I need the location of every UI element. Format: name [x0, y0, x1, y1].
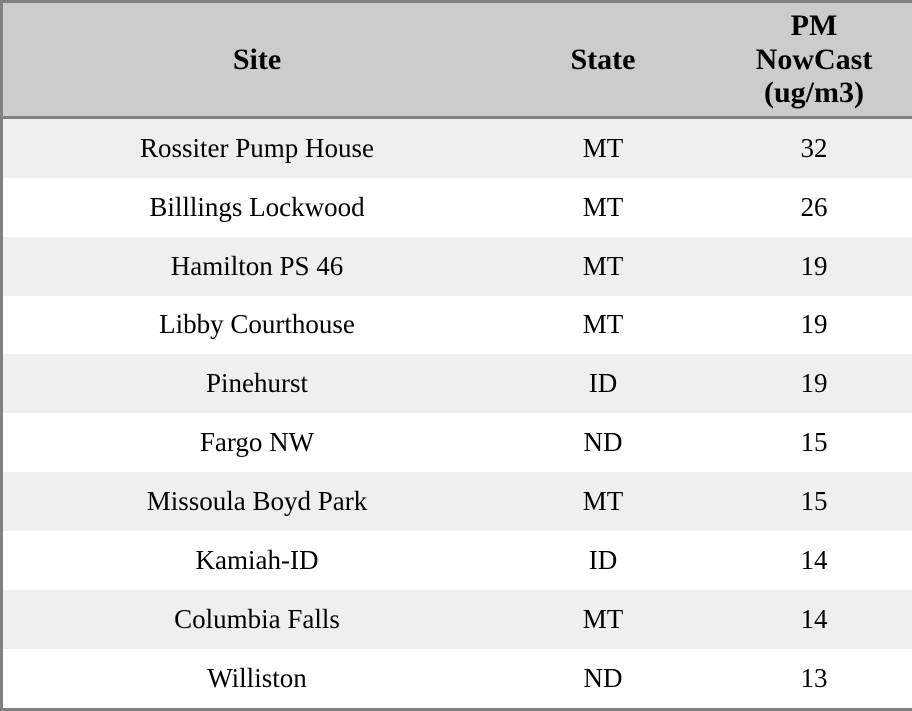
table-row: [3, 178, 912, 237]
cell-pm-nowcast: 14: [695, 590, 912, 649]
cell-site: Libby Courthouse: [3, 296, 511, 355]
table-header: [3, 3, 912, 117]
table-row: [3, 354, 912, 413]
table-row: [3, 117, 912, 177]
cell-state: MT: [511, 590, 695, 649]
cell-state: MT: [511, 296, 695, 355]
cell-site: Missoula Boyd Park: [3, 472, 511, 531]
column-header-pm-nowcast-line1: PM: [790, 9, 838, 42]
cell-pm-nowcast: 19: [695, 237, 912, 296]
cell-pm-nowcast: 19: [695, 354, 912, 413]
table-row: [3, 296, 912, 355]
cell-site: Columbia Falls: [3, 590, 511, 649]
cell-site: Rossiter Pump House: [3, 117, 511, 177]
table-row: [3, 649, 912, 708]
cell-pm-nowcast: 14: [695, 531, 912, 590]
cell-state: MT: [511, 117, 695, 177]
cell-site: Hamilton PS 46: [3, 237, 511, 296]
table-body: [3, 117, 912, 708]
cell-pm-nowcast: 19: [695, 296, 912, 355]
table-row: [3, 413, 912, 472]
table-row: [3, 590, 912, 649]
cell-site: Williston: [3, 649, 511, 708]
column-header-pm-nowcast: [695, 3, 912, 117]
cell-state: ND: [511, 413, 695, 472]
cell-state: MT: [511, 472, 695, 531]
cell-pm-nowcast: 32: [695, 117, 912, 177]
cell-pm-nowcast: 15: [695, 413, 912, 472]
column-header-pm-nowcast-line3: (ug/m3): [764, 76, 864, 110]
cell-pm-nowcast: 26: [695, 178, 912, 237]
cell-site: Billlings Lockwood: [3, 178, 511, 237]
cell-state: ND: [511, 649, 695, 708]
cell-site: Fargo NW: [3, 413, 511, 472]
table-row: [3, 531, 912, 590]
cell-state: MT: [511, 178, 695, 237]
cell-state: ID: [511, 531, 695, 590]
table-row: [3, 472, 912, 531]
cell-state: ID: [511, 354, 695, 413]
cell-pm-nowcast: 13: [695, 649, 912, 708]
column-header-site: Site: [3, 3, 511, 117]
cell-pm-nowcast: 15: [695, 472, 912, 531]
cell-site: Pinehurst: [3, 354, 511, 413]
cell-site: Kamiah-ID: [3, 531, 511, 590]
column-header-state: State: [511, 3, 695, 117]
cell-state: MT: [511, 237, 695, 296]
table-row: [3, 237, 912, 296]
pm-nowcast-table: [3, 3, 912, 708]
table-header-row: [3, 3, 912, 117]
column-header-pm-nowcast-line2: NowCast: [755, 42, 873, 76]
